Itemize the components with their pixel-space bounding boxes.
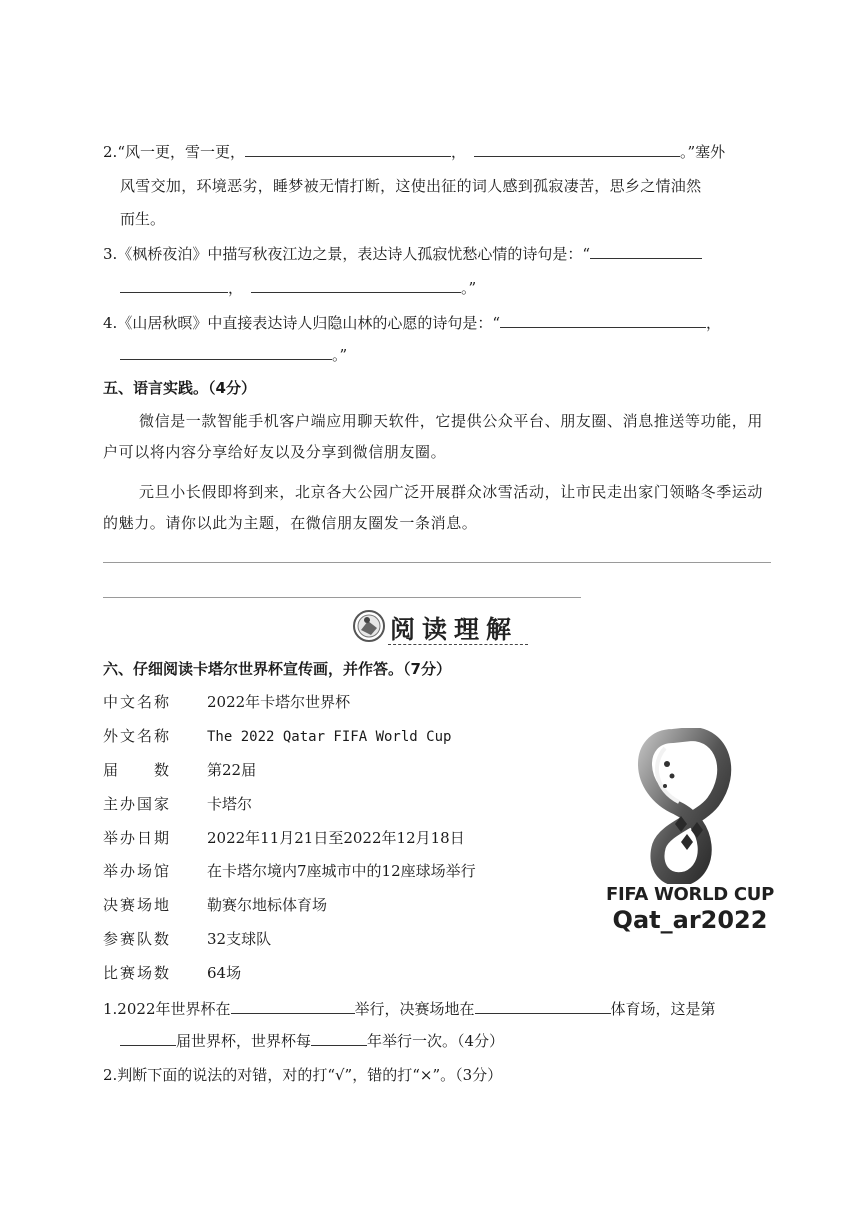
- info-value: 2022年11月21日至2022年12月18日: [207, 829, 465, 847]
- question-4-line-2: [120, 345, 347, 365]
- writing-line[interactable]: [103, 562, 771, 563]
- section-5-heading: 五、语言实践。（4分）: [103, 379, 256, 397]
- question-text: “风一更，雪一更，: [117, 143, 245, 161]
- reading-emblem-icon: [352, 608, 386, 644]
- info-value: 32支球队: [207, 930, 272, 948]
- question-text: 《山居秋暝》中直接表达诗人归隐山林的心愿的诗句是：“: [117, 314, 500, 332]
- answer-blank[interactable]: [120, 278, 228, 293]
- section-5-paragraph-2: 元旦小长假即将到来，北京各大公园广泛开展群众冰雪活动，让市民走出家门领略冬季运动的魅力。请你以此为主题，在微信朋友圈发一条消息。: [103, 483, 764, 532]
- world-cup-trophy-emblem-icon: [595, 728, 785, 884]
- info-key: 中文名称: [103, 693, 172, 711]
- info-row: [103, 928, 271, 950]
- info-value: The 2022 Qatar FIFA World Cup: [207, 729, 452, 745]
- info-row: [103, 725, 451, 747]
- question-text: 体育场，这是第: [610, 1000, 716, 1018]
- banner-title: 阅读理解: [390, 615, 519, 644]
- banner-underline: [388, 644, 528, 645]
- info-row: [103, 827, 465, 849]
- answer-blank[interactable]: [231, 999, 355, 1014]
- question-4-line-1: [103, 313, 721, 333]
- question-text: 举行，决赛场地在: [354, 1000, 475, 1018]
- section-6-question-1-line-1: [103, 999, 716, 1019]
- answer-blank[interactable]: [590, 244, 702, 259]
- info-row: [103, 691, 350, 713]
- info-value: 在卡塔尔境内7座城市中的12座球场举行: [207, 862, 476, 880]
- info-key: 举办日期: [103, 829, 172, 847]
- question-text: 届世界杯，世界杯每: [176, 1032, 312, 1050]
- writing-line[interactable]: [103, 597, 581, 598]
- reading-comprehension-banner: [350, 604, 530, 648]
- section-6-question-1-line-2: [120, 1031, 504, 1051]
- info-row: [103, 962, 241, 984]
- answer-blank[interactable]: [251, 278, 461, 293]
- answer-blank[interactable]: [120, 345, 332, 360]
- question-3-line-2: [120, 278, 476, 298]
- question-text: 《枫桥夜泊》中描写秋夜江边之景，表达诗人孤寂忧愁心情的诗句是：“: [117, 245, 590, 263]
- info-value: 第22届: [207, 761, 257, 779]
- question-2-line-2: 风雪交加，环境恶劣，睡梦被无情打断，这使出征的词人感到孤寂凄苦，思乡之情油然: [120, 177, 702, 195]
- world-cup-logo: [595, 728, 785, 938]
- punctuation: ，: [450, 143, 466, 161]
- punctuation: 。”: [332, 346, 348, 364]
- logo-wordmark: FIFA WORLD CUP: [606, 884, 774, 905]
- info-row: [103, 860, 476, 882]
- section-6-question-2: 2.判断下面的说法的对错，对的打“√”，错的打“×”。（3分）: [103, 1066, 503, 1084]
- info-row: [103, 894, 327, 916]
- info-key: 届 数: [103, 761, 172, 779]
- question-text: 1.2022年世界杯在: [103, 1000, 231, 1018]
- info-value: 64场: [207, 964, 242, 982]
- question-number: 4.: [103, 314, 118, 332]
- info-key: 外文名称: [103, 727, 172, 745]
- info-key: 举办场馆: [103, 862, 172, 880]
- info-row: [103, 759, 256, 781]
- punctuation: ，: [705, 314, 721, 332]
- section-6-heading: 六、仔细阅读卡塔尔世界杯宣传画，并作答。（7分）: [103, 660, 451, 678]
- question-text: 。”塞外: [680, 143, 726, 161]
- question-text: 年举行一次。（4分）: [367, 1032, 505, 1050]
- info-value: 2022年卡塔尔世界杯: [207, 693, 351, 711]
- info-key: 主办国家: [103, 795, 172, 813]
- info-key: 比赛场数: [103, 964, 172, 982]
- question-number: 2.: [103, 143, 118, 161]
- question-3-line-1: [103, 244, 702, 264]
- question-2-line-3: 而生。: [120, 210, 166, 228]
- info-value: 卡塔尔: [207, 795, 253, 813]
- punctuation: ，: [228, 279, 244, 297]
- answer-blank[interactable]: [474, 142, 680, 157]
- section-5-paragraph-1: 微信是一款智能手机客户端应用聊天软件，它提供公众平台、朋友圈、消息推送等功能，用户可以将内容分享给好友以及分享到微信朋友圈。: [103, 412, 764, 461]
- punctuation: 。”: [461, 279, 477, 297]
- question-2-line-1: [103, 142, 725, 162]
- answer-blank[interactable]: [245, 142, 451, 157]
- answer-blank[interactable]: [500, 313, 706, 328]
- logo-subtitle: Qat_ar2022: [612, 906, 768, 934]
- question-number: 3.: [103, 245, 118, 263]
- info-value: 勒赛尔地标体育场: [207, 896, 328, 914]
- answer-blank[interactable]: [311, 1031, 367, 1046]
- answer-blank[interactable]: [120, 1031, 176, 1046]
- info-row: [103, 793, 252, 815]
- info-key: 参赛队数: [103, 930, 172, 948]
- answer-blank[interactable]: [475, 999, 611, 1014]
- info-key: 决赛场地: [103, 896, 172, 914]
